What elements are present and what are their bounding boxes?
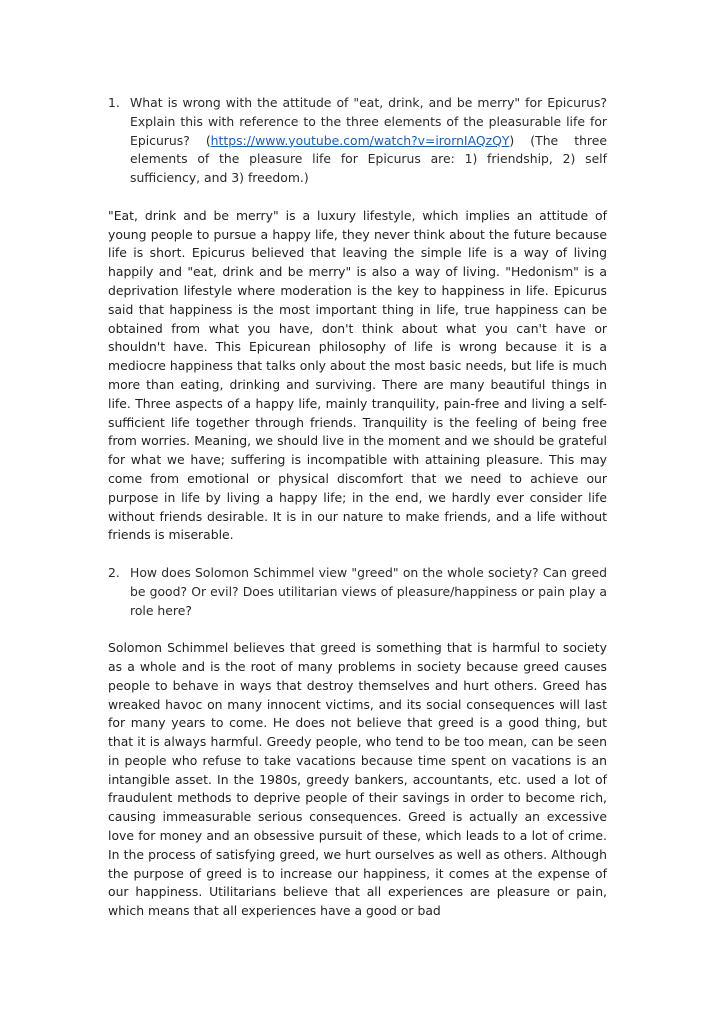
- spacer: [108, 620, 607, 639]
- question-2-text: How does Solomon Schimmel view "greed" on the whole society? Can greed be good? Or evil? Does utilitarian views of pleasure/happiness or pain play a role here?: [130, 564, 607, 618]
- question-1-text: [130, 94, 607, 188]
- question-1-text-after-link: ) (The three elements of the pleasure life for Epicurus are: 1) friendship, 2) self sufficiency, and 3) freedom.): [130, 132, 607, 186]
- spacer: [108, 188, 607, 207]
- answer-2-paragraph: Solomon Schimmel believes that greed is something that is harmful to society as a whole and is the root of many problems in society because greed causes people to behave in ways that destroy themselves and hurt others. Greed has wreaked havoc on many innocent victims, and its social consequences will last for many years to come. He does not believe that greed is a good thing, but that it is always harmful. Greedy people, who tend to be too mean, can be seen in people who refuse to take vacations because time spent on vacations is an intangible asset. In the 1980s, greedy bankers, accountants, etc. used a lot of fraudulent methods to deprive people of their savings in order to become rich, causing immeasurable serious consequences. Greed is actually an excessive love for money and an obsessive pursuit of these, which leads to a lot of crime. In the process of satisfying greed, we hurt ourselves as well as others. Although the purpose of greed is to increase our happiness, it comes at the expense of our happiness. Utilitarians believe that all experiences are pleasure or pain, which means that all experiences have a good or bad: [108, 640, 607, 919]
- spacer: [108, 545, 607, 564]
- question-1: [108, 94, 607, 188]
- question-1-text-before-link: What is wrong with the attitude of "eat, drink, and be merry" for Epicurus? Explain this with reference to the three elements of the pleasurable life for Epicurus? (: [130, 95, 607, 148]
- youtube-link[interactable]: https://www.youtube.com/watch?v=irornIAQzQY: [210, 132, 510, 148]
- question-1-number: 1.: [108, 95, 120, 110]
- question-2: [108, 564, 607, 620]
- document-page: [108, 94, 607, 921]
- answer-1-paragraph: "Eat, drink and be merry" is a luxury lifestyle, which implies an attitude of young people to pursue a happy life, they never think about the future because life is short. Epicurus believed that leaving the simple life is a way of living happily and "eat, drink and be merry" is also a way of living. "Hedonism" is a deprivation lifestyle where moderation is the key to happiness in life. Epicurus said that happiness is the most important thing in life, true happiness can be obtained from what you have, don't think about what you can't have or shouldn't have. This Epicurean philosophy of life is wrong because it is a mediocre happiness that talks only about the most basic needs, but life is much more than eating, drinking and surviving. There are many beautiful things in life. Three aspects of a happy life, mainly tranquility, pain-free and living a self-sufficient life together through friends. Tranquility is the feeling of being free from worries. Meaning, we should live in the moment and we should be grateful for what we have; suffering is incompatible with attaining pleasure. This may come from emotional or physical discomfort that we need to achieve our purpose in life by living a happy life; in the end, we hardly ever consider life without friends desirable. It is in our nature to make friends, and a life without friends is miserable.: [108, 207, 607, 543]
- question-2-number: 2.: [108, 564, 120, 580]
